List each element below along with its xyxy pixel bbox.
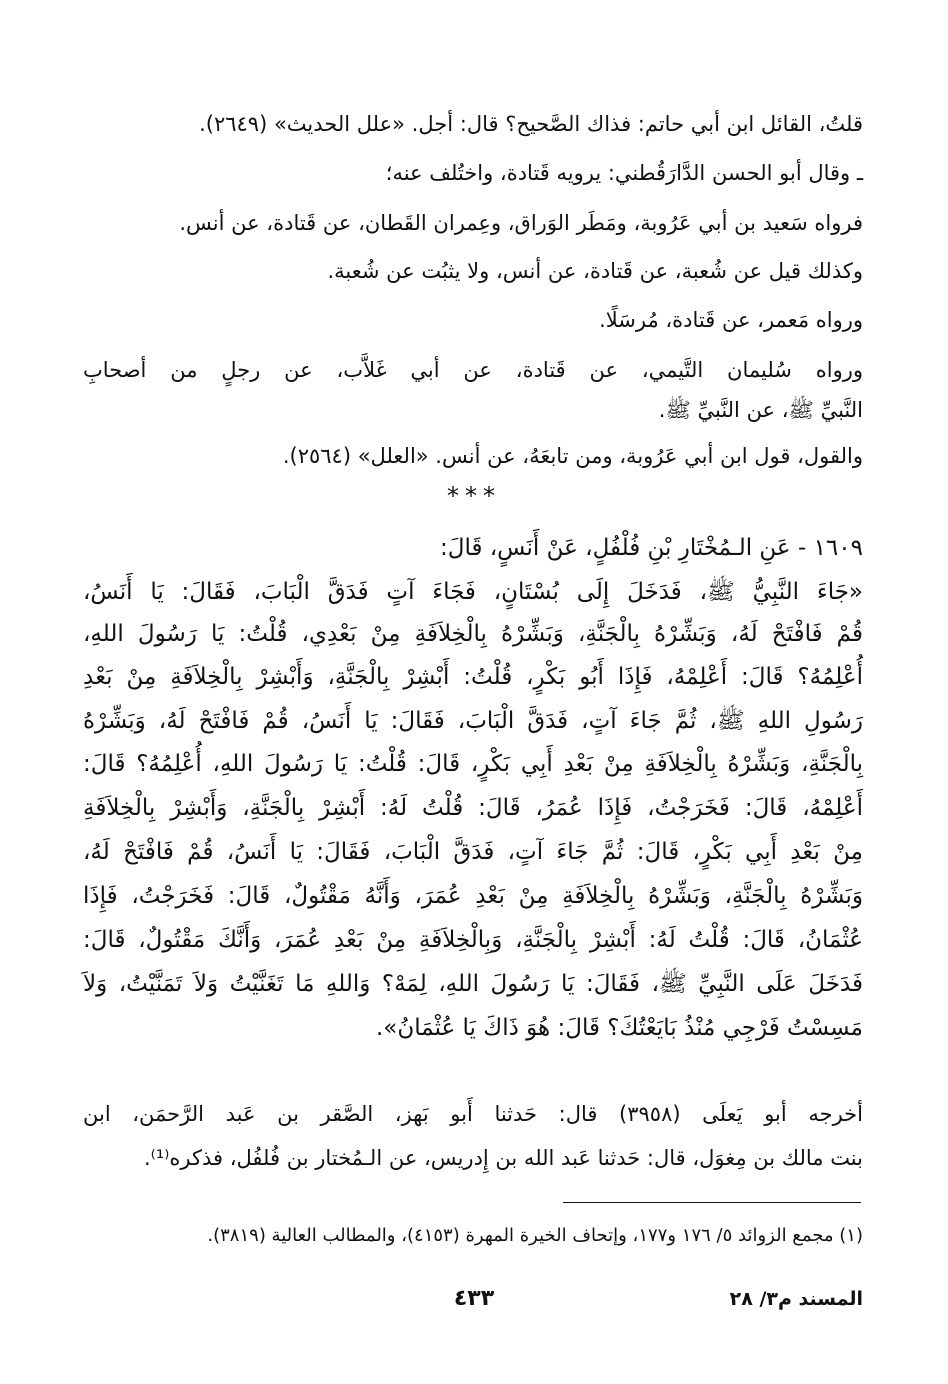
hadith-line: قُمْ فَافْتَحْ لَهُ، وَبَشِّرْهُ بِالْجَنَّةِ، وَبَشِّرْهُ بِالْخِلاَفَةِ مِنْ بَعْدِي، قُلْتُ: يَا رَسُولَ اللهِ، [83,621,863,647]
running-head: المسند م٣/ ٢٨ [729,1288,863,1310]
hadith-line: أُعْلِمُهُ؟ قَالَ: أَعْلِمْهُ، فَإِذَا أَبُو بَكْرٍ، قُلْتُ: أَبْشِرْ بِالْجَنَّةِ، وَأَبْشِرْ بِالْخِلاَفَةِ مِنْ بَعْدِ [83,664,863,690]
section-separator: *** [447,482,501,510]
commentary-line: ورواه سُليمان التَّيمي، عن قَتادة، عن أبي غَلاَّب، عن رجلٍ من أصحابِ [83,358,863,382]
footnote-divider [563,1202,861,1203]
commentary-line: قلتُ، القائل ابن أبي حاتم: فذاك الصَّحيح؟ قال: أجل. «علل الحديث» (٢٦٤٩). [199,112,863,136]
takhrij-line: أخرجه أبو يَعلَى (٣٩٥٨) قال: حَدثنا أَبو بَهز، الصَّقر بن عَبد الرَّحمَن، ابن [83,1102,863,1126]
hadith-line: مِنْ بَعْدِ أَبِي بَكْرٍ، قَالَ: ثُمَّ جَاءَ آتٍ، فَدَقَّ الْبَابَ، فَقَالَ: يَا أَنَسُ، قُمْ فَافْتَحْ لَهُ، [83,839,863,865]
hadith-line: مَسِسْتُ فَرْجِي مُنْذُ بَايَعْتُكَ؟ قَالَ: هُوَ ذَاكَ يَا عُثْمَانُ». [376,1015,863,1041]
hadith-heading: ١٦٠٩ - عَنِ الـمُخْتَارِ بْنِ فُلْفُلٍ، عَنْ أَنَسٍ، قَالَ: [439,535,863,561]
hadith-line: أَعْلِمْهُ، قَالَ: فَخَرَجْتُ، فَإِذَا عُمَرُ، قَالَ: قُلْتُ لَهُ: أَبْشِرْ بِالْجَنَّةِ، وَأَبْشِرْ بِالْخِلاَفَةِ [83,795,863,821]
hadith-line: وَبَشِّرْهُ بِالْجَنَّةِ، وَبَشِّرْهُ بِالْخِلاَفَةِ مِنْ بَعْدِ عُمَرَ، وَأَنَّهُ مَقْتُولٌ، قَالَ: فَخَرَجْتُ، فَإِذَا [83,883,863,909]
hadith-line: «جَاءَ النَّبِيُّ ﷺ، فَدَخَلَ إِلَى بُسْتَانٍ، فَجَاءَ آتٍ فَدَقَّ الْبَابَ، فَقَالَ: يَا أَنَسُ، [83,579,863,605]
hadith-line: بِالْجَنَّةِ، وَبَشِّرْهُ بِالْخِلاَفَةِ مِنْ بَعْدِ أَبِي بَكْرٍ، قَالَ: قُلْتُ: يَا رَسُولَ اللهِ، أُعْلِمُهُ؟ قَالَ: [83,751,863,777]
hadith-line: فَدَخَلَ عَلَى النَّبِيِّ ﷺ، فَقَالَ: يَا رَسُولَ اللهِ، لِمَهْ؟ وَاللهِ مَا تَغَنَّيْتُ وَلاَ تَمَنَّيْتُ، وَلاَ [83,971,863,997]
commentary-line: فرواه سَعيد بن أبي عَرُوبة، ومَطَر الوَراق، وعِمران القَطان، عن قَتادة، عن أنس. [179,211,863,235]
hadith-line: رَسُولِ اللهِ ﷺ، ثُمَّ جَاءَ آتٍ، فَدَقَّ الْبَابَ، فَقَالَ: يَا أَنَسُ، قُمْ فَافْتَحْ لَهُ، وَبَشِّرْهُ [83,708,863,734]
commentary-line: ـ وقال أبو الحسن الدَّارَقُطني: يرويه قَتادة، واختُلف عنه؛ [385,161,863,185]
footnote: (١) مجمع الزوائد ٥/ ١٧٦ و١٧٧، وإتحاف الخيرة المهرة (٤١٥٣)، والمطالب العالية (٣٨١٩). [207,1225,863,1246]
takhrij-line: بنت مالك بن مِغوَل، قال: حَدثنا عَبد الله بن إِدريس، عن الـمُختار بن فُلفُل، فذكره⁽¹⁾. [143,1146,863,1170]
commentary-line: وكذلك قيل عن شُعبة، عن قَتادة، عن أنس، ولا يثبُت عن شُعبة. [327,259,863,283]
commentary-line: والقول، قول ابن أبي عَرُوبة، ومن تابعَهُ، عن أنس. «العلل» (٢٥٦٤). [282,444,863,468]
hadith-line: عُثْمَانُ، قَالَ: قُلْتُ لَهُ: أَبْشِرْ بِالْجَنَّةِ، وَبِالْخِلاَفَةِ مِنْ بَعْدِ عُمَرَ، وَأَنَّكَ مَقْتُولٌ، قَالَ: [83,927,863,953]
commentary-line: ورواه مَعمر، عن قَتادة، مُرسَلًا. [599,308,863,332]
page-number: ٤٣٣ [453,1286,495,1311]
commentary-line: النَّبيِّ ﷺ، عن النَّبيِّ ﷺ. [658,398,863,422]
